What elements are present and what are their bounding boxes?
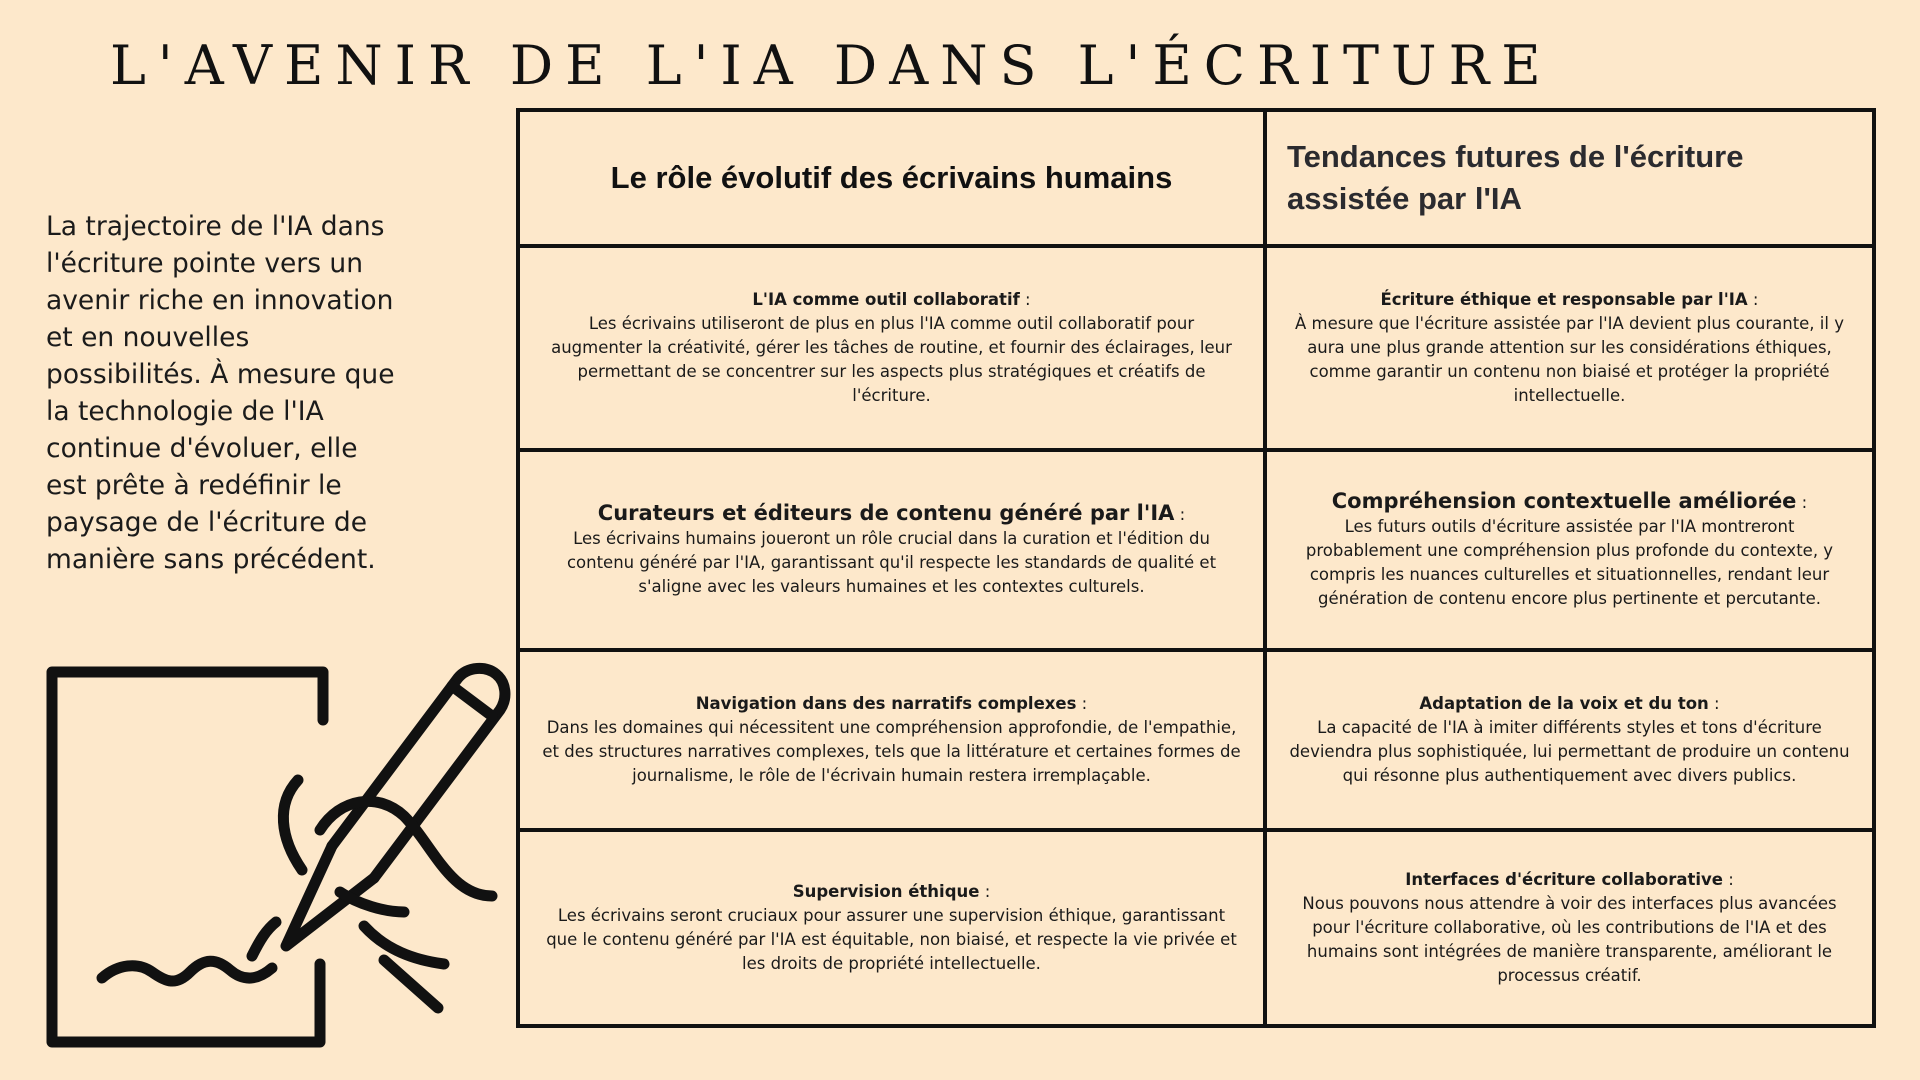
header-human-writers: Le rôle évolutif des écrivains humains (518, 110, 1265, 246)
cell-voice-tone (1265, 650, 1874, 830)
cell-separator: : (1796, 493, 1808, 512)
cell-title: Navigation dans des narratifs complexes (695, 694, 1077, 713)
cell-title: Curateurs et éditeurs de contenu généré par l'IA (597, 501, 1175, 525)
cell-title: L'IA comme outil collaboratif (752, 290, 1020, 309)
cell-title: Écriture éthique et responsable par l'IA (1380, 290, 1748, 309)
cell-text: Les écrivains utiliseront de plus en plus l'IA comme outil collaboratif pour augmenter la créativité, gérer les tâches de routine, et fournir des éclairages, leur permettant de se concentrer sur les aspects plus stratégiques et créatifs de l'écriture. (551, 314, 1232, 405)
cell-text: Les futurs outils d'écriture assistée par l'IA montreront probablement une compréhension plus profonde du contexte, y compris les nuances culturelles et situationnelles, rendant leur génération de contenu encore plus pertinente et percutante. (1305, 517, 1834, 608)
cell-curators-editors (518, 450, 1265, 650)
cell-separator: : (1722, 870, 1734, 889)
cell-text: À mesure que l'écriture assistée par l'IA devient plus courante, il y aura une plus grande attention sur les considérations éthiques, comme garantir un contenu non biaisé et protéger la propriété intellectuelle. (1295, 314, 1844, 405)
table-row (518, 246, 1874, 450)
cell-text: La capacité de l'IA à imiter différents styles et tons d'écriture deviendra plus sophistiquée, lui permettant de produire un contenu qui résonne plus authentiquement avec divers publics. (1289, 718, 1850, 785)
cell-text: Les écrivains seront cruciaux pour assurer une supervision éthique, garantissant que le contenu généré par l'IA est équitable, non biaisé, et respecte la vie privée et les droits de propriété intellectuelle. (546, 906, 1237, 973)
cell-text: Nous pouvons nous attendre à voir des interfaces plus avancées pour l'écriture collaborative, où les contributions de l'IA et des humains sont intégrées de manière transparente, améliorant le processus créatif. (1302, 894, 1837, 985)
cell-separator: : (1019, 290, 1031, 309)
cell-text: Dans les domaines qui nécessitent une compréhension approfondie, de l'empathie, et des structures narratives complexes, tels que la littérature et certaines formes de journalisme, le rôle de l'écrivain humain restera irremplaçable. (542, 718, 1241, 785)
cell-contextual-understanding (1265, 450, 1874, 650)
cell-title: Supervision éthique (792, 882, 980, 901)
comparison-table (516, 108, 1876, 1028)
table-row (518, 830, 1874, 1026)
cell-title: Interfaces d'écriture collaborative (1405, 870, 1723, 889)
cell-separator: : (979, 882, 991, 901)
page-title: L'AVENIR DE L'IA DANS L'ÉCRITURE (110, 34, 1553, 97)
cell-complex-narratives (518, 650, 1265, 830)
cell-ethical-writing (1265, 246, 1874, 450)
cell-separator: : (1076, 694, 1088, 713)
cell-collaborative-tool (518, 246, 1265, 450)
cell-title: Adaptation de la voix et du ton (1419, 694, 1709, 713)
cell-collaborative-interfaces (1265, 830, 1874, 1026)
intro-paragraph: La trajectoire de l'IA dans l'écriture pointe vers un avenir riche en innovation et en nouvelles possibilités. À mesure que la technologie de l'IA continue d'évoluer, elle est prête à redéfinir le paysage de l'écriture de manière sans précédent. (46, 211, 395, 575)
cell-text: Les écrivains humains joueront un rôle crucial dans la curation et l'édition du contenu généré par l'IA, garantissant qu'il respecte les standards de qualité et s'aligne avec les valeurs humaines et les contextes culturels. (566, 529, 1217, 596)
table-row (518, 450, 1874, 650)
cell-separator: : (1708, 694, 1720, 713)
table-row (518, 650, 1874, 830)
header-future-trends: Tendances futures de l'écriture assistée par l'IA (1265, 110, 1874, 246)
table-header-row (518, 110, 1874, 246)
cell-title: Compréhension contextuelle améliorée (1331, 489, 1797, 513)
hand-writing-pen-icon (40, 660, 530, 1060)
cell-ethical-supervision (518, 830, 1265, 1026)
cell-separator: : (1747, 290, 1759, 309)
cell-separator: : (1174, 505, 1186, 524)
